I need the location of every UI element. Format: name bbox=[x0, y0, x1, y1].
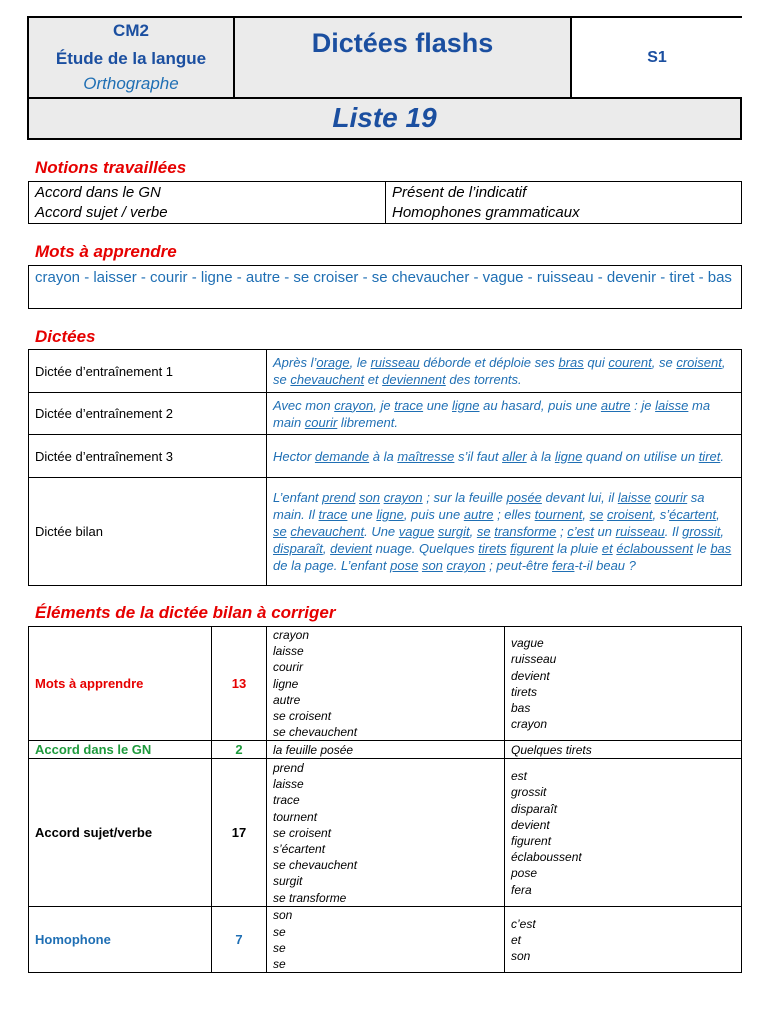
underlined-word: son bbox=[359, 490, 380, 505]
correction-item: vague bbox=[511, 636, 544, 651]
correction-label: Accord dans le GN bbox=[29, 741, 212, 759]
dictee-label: Dictée d’entraînement 1 bbox=[29, 350, 267, 393]
notion-item: Homophones grammaticaux bbox=[386, 203, 742, 224]
text-segment: le bbox=[692, 541, 711, 556]
correction-item: Quelques tirets bbox=[511, 742, 592, 757]
header-level-cell bbox=[29, 18, 235, 99]
underlined-word: ruisseau bbox=[615, 524, 665, 539]
underlined-word: devient bbox=[330, 541, 373, 556]
correction-item: prend bbox=[273, 761, 304, 775]
correction-item: éclaboussent bbox=[511, 850, 582, 865]
underlined-word: trace bbox=[318, 507, 348, 522]
correction-item: devient bbox=[511, 817, 550, 832]
text-segment: ; elles bbox=[493, 507, 535, 522]
correction-count: 2 bbox=[212, 741, 267, 759]
header-period-cell bbox=[572, 18, 742, 99]
underlined-word: autre bbox=[463, 507, 494, 522]
dictee-label: Dictée d’entraînement 3 bbox=[29, 435, 267, 478]
underlined-word: laisse bbox=[617, 490, 652, 505]
header-box bbox=[27, 16, 742, 140]
text-segment: -t-il beau ? bbox=[574, 558, 636, 573]
underlined-word: bas bbox=[710, 541, 732, 556]
notion-item: Présent de l’indicatif bbox=[386, 182, 742, 203]
correction-item: c’est bbox=[511, 916, 536, 931]
correction-list bbox=[505, 759, 742, 907]
correction-count: 7 bbox=[212, 907, 267, 973]
notions-table bbox=[28, 181, 742, 224]
domain-label: Étude de la langue bbox=[55, 49, 207, 68]
dictees-heading: Dictées bbox=[35, 327, 96, 346]
correction-item: se chevauchent bbox=[273, 725, 358, 740]
text-segment: , puis une bbox=[403, 507, 464, 522]
correction-item: autre bbox=[273, 692, 301, 707]
correction-item: fera bbox=[511, 882, 532, 897]
underlined-word: surgit bbox=[437, 524, 470, 539]
text-segment: nuage. Quelques bbox=[372, 541, 479, 556]
correction-item: et bbox=[511, 932, 522, 947]
correction-item: son bbox=[511, 948, 531, 963]
underlined-word: fera bbox=[552, 558, 575, 573]
correction-item: la feuille posée bbox=[273, 742, 354, 757]
corrections-table bbox=[28, 626, 742, 973]
underlined-word: se bbox=[273, 524, 287, 539]
text-segment: ; sur la feuille bbox=[422, 490, 507, 505]
dictee-text-3: Hector demande à la maîtresse s’il faut aller à la ligne quand on utilise un tiret. bbox=[267, 435, 742, 478]
dictee-label: Dictée d’entraînement 2 bbox=[29, 393, 267, 435]
text-segment: , bbox=[469, 524, 477, 539]
underlined-word: son bbox=[421, 558, 443, 573]
text-segment: L’enfant bbox=[273, 490, 323, 505]
correction-count: 13 bbox=[212, 627, 267, 741]
correction-item: son bbox=[273, 908, 293, 923]
text-segment: ; peut-être bbox=[485, 558, 553, 573]
correction-count: 17 bbox=[212, 759, 267, 907]
underlined-word: croisent bbox=[606, 507, 653, 522]
correction-item: se croisent bbox=[273, 825, 332, 840]
text-segment: sa main. Il bbox=[273, 490, 705, 522]
correction-item: crayon bbox=[273, 628, 310, 642]
text-segment: un bbox=[593, 524, 616, 539]
text-segment: , bbox=[322, 541, 331, 556]
notions-heading: Notions travaillées bbox=[35, 158, 187, 177]
text-segment: devant lui, il bbox=[541, 490, 618, 505]
correction-item: bas bbox=[511, 700, 531, 715]
text-segment: ; bbox=[556, 524, 568, 539]
underlined-word: prend bbox=[322, 490, 356, 505]
correction-item: pose bbox=[511, 866, 538, 881]
underlined-word: crayon bbox=[383, 490, 423, 505]
notion-item: Accord sujet / verbe bbox=[29, 203, 386, 224]
underlined-word: transforme bbox=[494, 524, 557, 539]
correction-item: se croisent bbox=[273, 709, 332, 724]
correction-item: laisse bbox=[273, 777, 304, 792]
correction-item: disparaît bbox=[511, 801, 558, 816]
underlined-word: disparaît bbox=[273, 541, 323, 556]
correction-item: trace bbox=[273, 793, 300, 808]
correction-item: se bbox=[273, 924, 286, 939]
dictees-table bbox=[28, 349, 742, 586]
text-segment: , s’ bbox=[652, 507, 670, 522]
header-title-cell bbox=[235, 18, 572, 99]
underlined-word: tournent bbox=[534, 507, 583, 522]
corrections-heading: Éléments de la dictée bilan à corriger bbox=[35, 603, 336, 622]
correction-item: se bbox=[273, 940, 286, 955]
underlined-word: ligne bbox=[376, 507, 404, 522]
text-segment: , bbox=[716, 507, 720, 522]
correction-label: Homophone bbox=[29, 907, 212, 973]
underlined-word: tirets bbox=[478, 541, 507, 556]
underlined-word: et bbox=[601, 541, 613, 556]
text-segment: . Il bbox=[664, 524, 683, 539]
period-label: S1 bbox=[647, 49, 667, 66]
text-segment: la pluie bbox=[553, 541, 602, 556]
correction-item: laisse bbox=[273, 644, 304, 659]
correction-item: tournent bbox=[273, 809, 318, 824]
underlined-word: crayon bbox=[446, 558, 486, 573]
underlined-word: c’est bbox=[567, 524, 594, 539]
words-heading: Mots à apprendre bbox=[35, 242, 177, 261]
correction-item: surgit bbox=[273, 874, 303, 889]
underlined-word: grossit bbox=[682, 524, 721, 539]
text-segment: une bbox=[347, 507, 377, 522]
correction-list bbox=[505, 741, 742, 759]
correction-item: se transforme bbox=[273, 890, 347, 905]
correction-item: est bbox=[511, 769, 528, 784]
underlined-word: posée bbox=[506, 490, 542, 505]
correction-item: courir bbox=[273, 660, 304, 675]
text-segment: , bbox=[720, 524, 725, 539]
correction-list bbox=[267, 627, 505, 741]
correction-item: devient bbox=[511, 668, 550, 683]
correction-item: tirets bbox=[511, 684, 538, 699]
dictee-label: Dictée bilan bbox=[29, 478, 267, 586]
page-title: Dictées flashs bbox=[311, 28, 494, 58]
text-segment: , bbox=[582, 507, 590, 522]
underlined-word: écartent bbox=[669, 507, 717, 522]
underlined-word: vague bbox=[398, 524, 435, 539]
list-title-cell bbox=[29, 99, 740, 138]
underlined-word: éclaboussent bbox=[616, 541, 693, 556]
correction-item: s’écartent bbox=[273, 842, 326, 857]
dictee-text-bilan bbox=[267, 478, 742, 586]
list-title: Liste 19 bbox=[332, 102, 437, 133]
correction-list bbox=[505, 907, 742, 973]
words-box: crayon - laisser - courir - ligne - autre - se croiser - se chevaucher - vague - ruisseau - devenir - tiret - bas bbox=[28, 265, 742, 309]
correction-list bbox=[267, 907, 505, 973]
level-label: CM2 bbox=[113, 21, 149, 40]
text-segment: de la page. L’enfant bbox=[273, 558, 391, 573]
text-segment: . Une bbox=[364, 524, 399, 539]
correction-label: Mots à apprendre bbox=[29, 627, 212, 741]
correction-list bbox=[267, 741, 505, 759]
underlined-word: chevauchent bbox=[290, 524, 365, 539]
dictee-text-2: Avec mon crayon, je trace une ligne au hasard, puis une autre : je laisse ma main courir librement. bbox=[267, 393, 742, 435]
correction-item: grossit bbox=[511, 785, 547, 800]
dictee-text-1: Après l’orage, le ruisseau déborde et déploie ses bras qui courent, se croisent, se chevauchent et deviennent des torrents. bbox=[267, 350, 742, 393]
underlined-word: se bbox=[476, 524, 491, 539]
underlined-word: figurent bbox=[510, 541, 554, 556]
correction-item: ligne bbox=[273, 676, 299, 691]
correction-list bbox=[267, 759, 505, 907]
underlined-word: pose bbox=[390, 558, 419, 573]
underlined-word: se bbox=[589, 507, 604, 522]
correction-item: se chevauchent bbox=[273, 858, 358, 873]
subdomain-label: Orthographe bbox=[83, 74, 179, 93]
underlined-word: courir bbox=[654, 490, 688, 505]
correction-item: ruisseau bbox=[511, 652, 557, 667]
correction-item: se bbox=[273, 957, 286, 972]
correction-list bbox=[505, 627, 742, 741]
correction-label: Accord sujet/verbe bbox=[29, 759, 212, 907]
correction-item: figurent bbox=[511, 833, 552, 848]
notion-item: Accord dans le GN bbox=[29, 182, 386, 203]
correction-item: crayon bbox=[511, 717, 548, 732]
